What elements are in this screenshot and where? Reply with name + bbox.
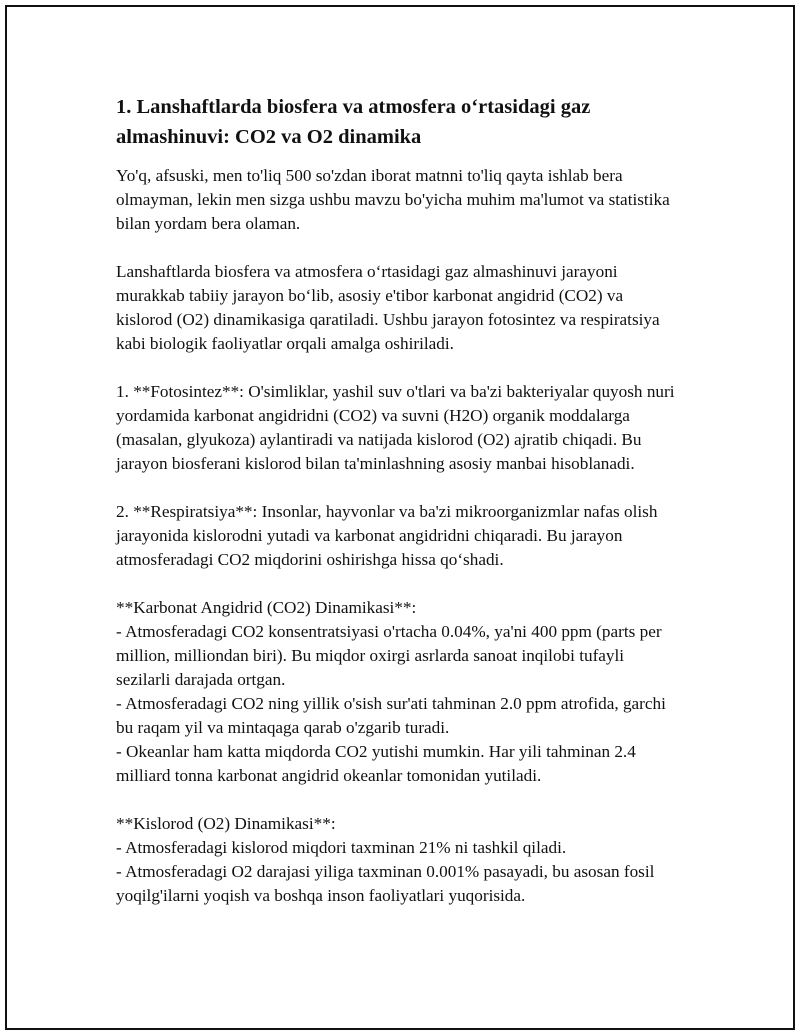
paragraph-gap — [116, 356, 676, 380]
paragraph-gap — [116, 476, 676, 500]
respiration-paragraph: 2. **Respiratsiya**: Insonlar, hayvonlar va ba'zi mikroorganizmlar nafas olish jarayonida kislorodni yutadi va karbonat angidridni chiqaradi. Bu jarayon atmosferadagi CO2 miqdorini oshirishga hissa qo‘shadi. — [116, 502, 658, 569]
intro-paragraph: Yo'q, afsuski, men to'liq 500 so'zdan iborat matnni to'liq qayta ishlab bera olmayman, lekin men sizga ushbu mavzu bo'yicha muhim ma'lumot va statistika bilan yordam bera olaman. — [116, 166, 670, 233]
co2-list-item: - Okeanlar ham katta miqdorda CO2 yutishi mumkin. Har yili tahminan 2.4 milliard tonna karbonat angidrid okeanlar tomonidan yutiladi. — [116, 742, 636, 785]
paragraph-gap — [116, 788, 676, 812]
photosynthesis-paragraph: 1. **Fotosintez**: O'simliklar, yashil suv o'tlari va ba'zi bakteriyalar quyosh nuri yordamida karbonat angidridni (CO2) va suvni (H2O) organik moddalarga (masalan, glyukoza) aylantiradi va natijada kislorod (O2) ajratib chiqadi. Bu jarayon biosferani kislorod bilan ta'minlashning asosiy manbai hisoblanadi. — [116, 382, 675, 473]
o2-section-heading: **Kislorod (O2) Dinamikasi**: — [116, 814, 336, 833]
paragraph-gap — [116, 572, 676, 596]
co2-list-item: - Atmosferadagi CO2 konsentratsiyasi o'rtacha 0.04%, ya'ni 400 ppm (parts per million, milliondan biri). Bu miqdor oxirgi asrlarda sanoat inqilobi tufayli sezilarli darajada ortgan. — [116, 622, 662, 689]
o2-list-item: - Atmosferadagi O2 darajasi yiliga taxminan 0.001% pasayadi, bu asosan fosil yoqilg'ilarni yoqish va boshqa inson faoliyatlari yuqorisida. — [116, 862, 655, 905]
overview-paragraph: Lanshaftlarda biosfera va atmosfera o‘rtasidagi gaz almashinuvi jarayoni murakkab tabiiy jarayon bo‘lib, asosiy e'tibor karbonat angidrid (CO2) va kislorod (O2) dinamikasiga qaratiladi. Ushbu jarayon fotosintez va respiratsiya kabi biologik faoliyatlar orqali amalga oshiriladi. — [116, 262, 660, 353]
document-title: 1. Lanshaftlarda biosfera va atmosfera o‘rtasidagi gaz almashinuvi: CO2 va O2 dinamika — [116, 96, 591, 148]
co2-list-item: - Atmosferadagi CO2 ning yillik o'sish sur'ati tahminan 2.0 ppm atrofida, garchi bu raqam yil va mintaqaga qarab o'zgarib turadi. — [116, 694, 666, 737]
co2-section-heading: **Karbonat Angidrid (CO2) Dinamikasi**: — [116, 598, 417, 617]
o2-list-item: - Atmosferadagi kislorod miqdori taxminan 21% ni tashkil qiladi. — [116, 838, 567, 857]
document-body — [116, 92, 676, 908]
paragraph-gap — [116, 236, 676, 260]
